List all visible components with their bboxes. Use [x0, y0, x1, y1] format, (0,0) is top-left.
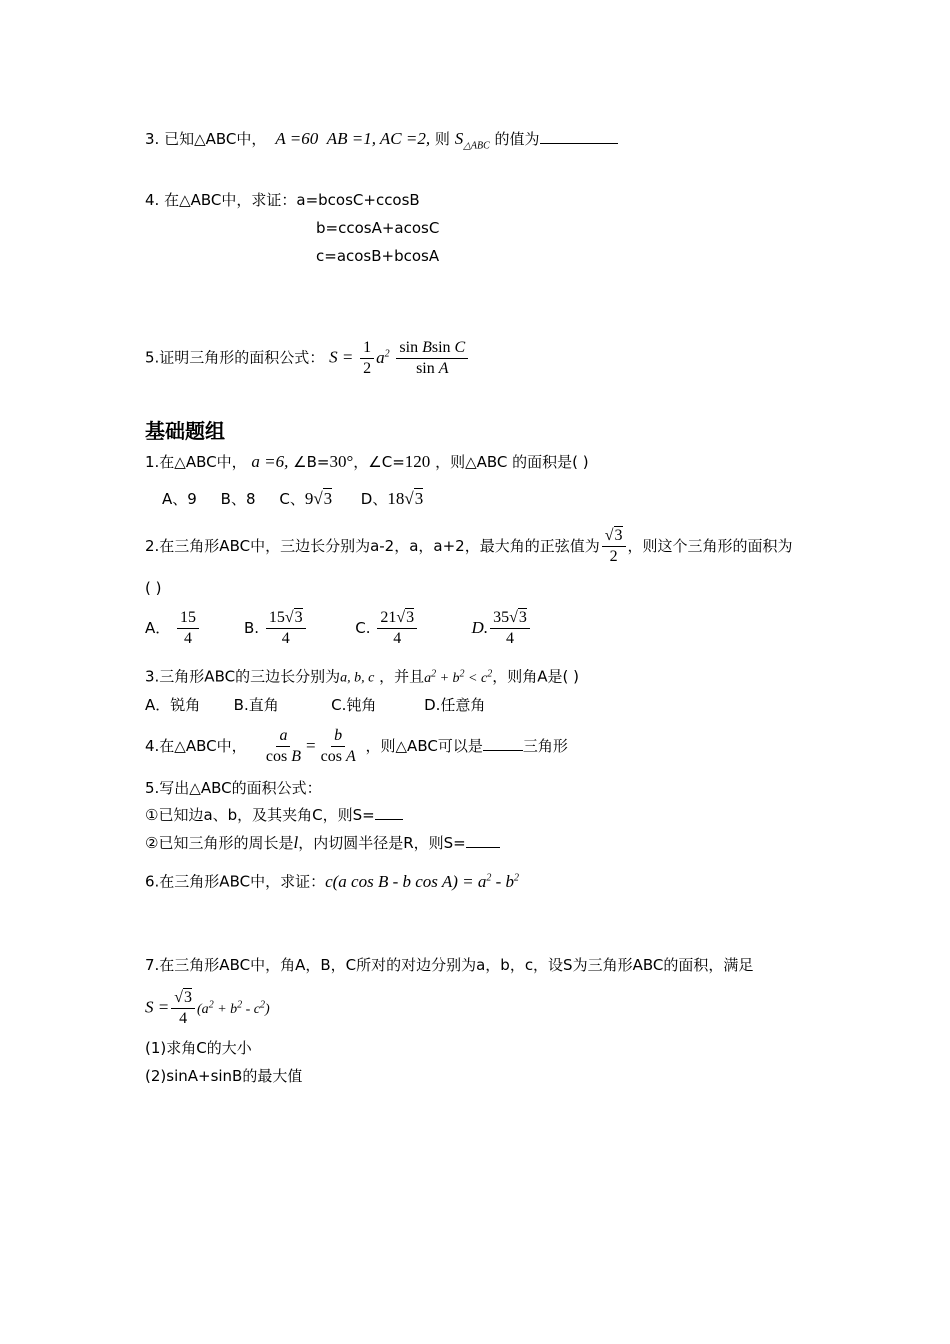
section-heading: 基础题组 [145, 419, 225, 443]
basic-q5-line1: ①已知边a、b，及其夹角C，则S= [145, 805, 403, 825]
basic-q1-options: A、9 B、8 C、9√3 D、18√3 [162, 489, 424, 508]
question-3: 3. 已知△ABC中， A =60 AB =1, AC =2, 则 $S_{\triangle ABC}$ 的值为 [145, 129, 618, 156]
fraction-sin: $\frac{\text{sin Bsin C}}{\text{sin A}}$ [396, 338, 468, 379]
basic-q7-formula: S = $\frac{√3}{4}$ $(a^2 + b^2 - c^2)$ [145, 988, 270, 1027]
q3-math: A =60 AB =1, AC =2, [271, 129, 431, 148]
answer-blank [540, 141, 618, 144]
q5-text: 5.证明三角形的面积公式： [145, 348, 325, 367]
basic-q5-line2: ②已知三角形的周长是l，内切圆半径是R，则S= [145, 833, 500, 853]
fraction-half: $\frac{1}{2}$ [360, 338, 374, 379]
basic-q3: 3.三角形ABC的三边长分别为a, b, c ，并且$a^2 + b^2 < c^2$，则角A是( ) [145, 667, 579, 686]
q4-line3: c=acosB+bcosA [316, 247, 440, 265]
basic-q2-paren: ( ) [145, 579, 162, 597]
basic-q4: 4.在△ABC中， $\frac{a}{\text{cos B}}$ = $\frac{b}{\text{cos A}}$ ，则△ABC可以是 三角形 [145, 727, 568, 765]
q3-tail: 的值为 [494, 130, 540, 148]
basic-q2: 2.在三角形ABC中，三边长分别为a-2，a，a+2，最大角的正弦值为 $\frac{√3}{2}$ ，则这个三角形的面积为 [145, 527, 793, 565]
basic-q5: 5.写出△ABC的面积公式： [145, 779, 322, 797]
q4-line1: 4. 在△ABC中，求证：a=bcosC+ccosB [145, 191, 420, 209]
basic-q7-part2: (2)sinA+sinB的最大值 [145, 1067, 303, 1085]
q4-line2: b=ccosA+acosC [316, 219, 440, 237]
basic-q6: 6.在三角形ABC中，求证：c(a cos B - b $\cos A) = a^2 - b^2$ [145, 871, 520, 891]
basic-q7-part1: (1)求角C的大小 [145, 1039, 252, 1057]
basic-q1: 1.在△ABC中， a =6, ∠B=30°，∠C=120 ，则△ABC 的面积是( ) [145, 452, 589, 471]
q3-text: 3. 已知△ABC中， [145, 130, 267, 148]
basic-q2-options: A． $\frac{15}{4}$ B. $\frac{15√3}{4}$ C. $\frac{21√3}{4}$ D. $\frac{35√3}{4}$ [145, 606, 532, 650]
basic-q7: 7.在三角形ABC中，角A，B，C所对的对边分别为a，b，c，设S为三角形ABC的面积，满足 [145, 956, 754, 974]
question-5: 5.证明三角形的面积公式： S = $\frac{1}{2}$ $a^2$ $\frac{\text{sin Bsin C}}{\text{sin A}}$ [145, 330, 470, 382]
basic-q3-options: A．锐角 B.直角 C.钝角 D.任意角 [145, 696, 486, 714]
